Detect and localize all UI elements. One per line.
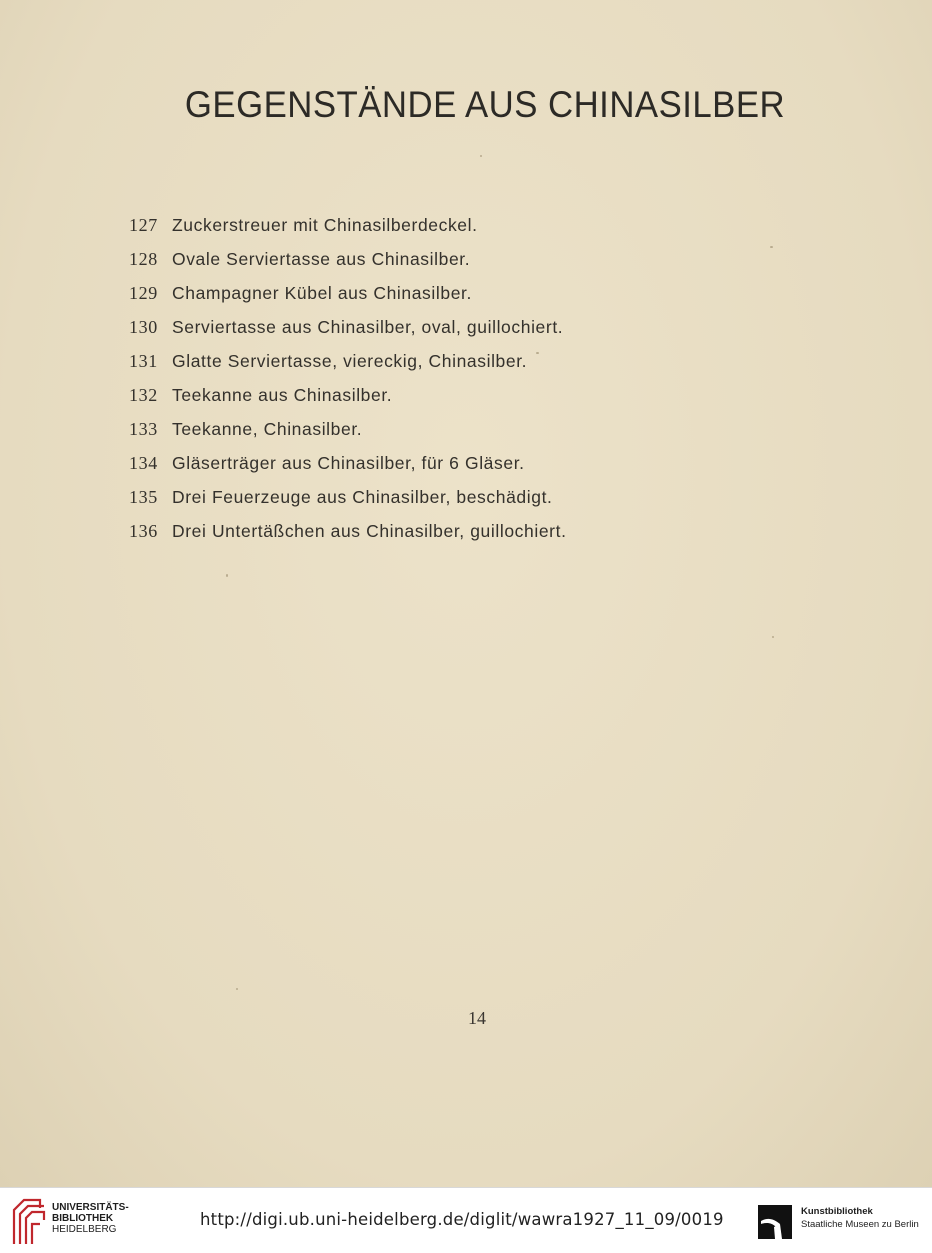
institution-name bbox=[801, 1205, 919, 1231]
entry-number: 132 bbox=[129, 385, 158, 405]
entry-number: 127 bbox=[129, 215, 158, 235]
page-title: GEGENSTÄNDE AUS CHINASILBER bbox=[184, 84, 786, 125]
entry-number: 133 bbox=[129, 419, 158, 439]
entry-text: Serviertasse aus Chinasilber, oval, guillochiert. bbox=[172, 317, 564, 337]
entry-number: 136 bbox=[129, 521, 158, 541]
entry-number: 128 bbox=[129, 249, 158, 269]
catalog-list bbox=[0, 208, 932, 548]
institution-name-line: Kunstbibliothek bbox=[801, 1206, 873, 1217]
entry-number: 135 bbox=[129, 487, 158, 507]
catalog-entry bbox=[0, 412, 932, 446]
entry-number: 130 bbox=[129, 317, 158, 337]
library-name-line: BIBLIOTHEK bbox=[52, 1213, 114, 1224]
paper-speck bbox=[226, 574, 228, 577]
entry-text: Ovale Serviertasse aus Chinasilber. bbox=[172, 249, 471, 269]
catalog-entry bbox=[0, 480, 932, 514]
entry-text: Glatte Serviertasse, viereckig, Chinasilber. bbox=[172, 351, 528, 371]
library-logo-icon[interactable] bbox=[10, 1196, 46, 1246]
catalog-entry bbox=[0, 446, 932, 480]
entry-number: 134 bbox=[129, 453, 158, 473]
entry-text: Teekanne aus Chinasilber. bbox=[172, 385, 393, 405]
paper-speck bbox=[236, 988, 238, 990]
catalog-entry bbox=[0, 208, 932, 242]
entry-text: Champagner Kübel aus Chinasilber. bbox=[172, 283, 472, 303]
institution-name-line: Staatliche Museen zu Berlin bbox=[801, 1219, 919, 1230]
library-name-line: UNIVERSITÄTS- bbox=[52, 1202, 129, 1213]
paper-speck bbox=[772, 636, 774, 638]
entry-text: Zuckerstreuer mit Chinasilberdeckel. bbox=[172, 215, 478, 235]
catalog-entry bbox=[0, 276, 932, 310]
entry-number: 129 bbox=[129, 283, 158, 303]
catalog-entry bbox=[0, 378, 932, 412]
permalink-url[interactable]: http://digi.ub.uni-heidelberg.de/diglit/wawra1927_11_09/0019 bbox=[200, 1210, 724, 1229]
kunstbibliothek-logo-icon[interactable] bbox=[758, 1205, 792, 1239]
catalog-entry bbox=[0, 242, 932, 276]
entry-text: Drei Feuerzeuge aus Chinasilber, beschädigt. bbox=[172, 487, 553, 507]
library-name-line: HEIDELBERG bbox=[52, 1224, 117, 1235]
entry-text: Gläserträger aus Chinasilber, für 6 Gläser. bbox=[172, 453, 525, 473]
catalog-entry bbox=[0, 344, 932, 378]
page-number: 14 bbox=[468, 1008, 486, 1028]
paper-speck bbox=[480, 155, 482, 157]
catalog-entry bbox=[0, 310, 932, 344]
entry-number: 131 bbox=[129, 351, 158, 371]
catalog-entry bbox=[0, 514, 932, 548]
entry-text: Teekanne, Chinasilber. bbox=[172, 419, 363, 439]
library-name bbox=[52, 1202, 129, 1235]
digitization-footer bbox=[0, 1187, 932, 1253]
entry-text: Drei Untertäßchen aus Chinasilber, guillochiert. bbox=[172, 521, 567, 541]
